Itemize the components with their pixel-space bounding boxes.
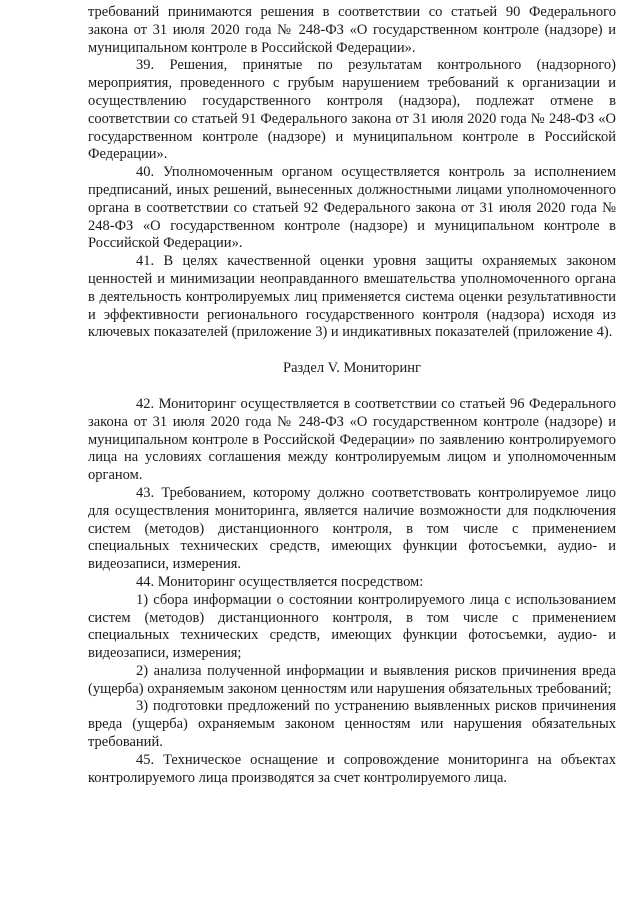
paragraph-44-item-3: 3) подготовки предложений по устранению выявленных рисков причинения вреда (ущерба) охраняемым законом ценностям или нарушения обязательных требований. [88, 698, 616, 751]
paragraph-40: 40. Уполномоченным органом осуществляется контроль за исполнением предписаний, иных решений, вынесенных должностными лицами уполномоченного органа в соответствии со статьей 92 Федерального закона от 31 июля 2020 года № 248-ФЗ «О государственном контроле (надзоре) и муниципальном контроле в Российской Федерации». [88, 164, 616, 252]
paragraph-41: 41. В целях качественной оценки уровня защиты охраняемых законом ценностей и минимизации неоправданного вмешательства уполномоченного органа в деятельность контролируемых лиц применяется система оценки результативности и эффективности регионального государственного контроля (надзора) исходя из ключевых показателей (приложение 3) и индикативных показателей (приложение 4). [88, 253, 616, 341]
paragraph-44-item-2: 2) анализа полученной информации и выявления рисков причинения вреда (ущерба) охраняемым законом ценностям или нарушения обязательных требований; [88, 662, 616, 697]
spacer [88, 378, 616, 396]
paragraph-45: 45. Техническое оснащение и сопровождение мониторинга на объектах контролируемого лица производятся за счет контролируемого лица. [88, 751, 616, 786]
paragraph-44-item-1: 1) сбора информации о состоянии контролируемого лица с использованием систем (методов) дистанционного контроля, в том числе с применением специальных технических средств, имеющих функции фотосъемки, аудио- и видеозаписи, измерения; [88, 591, 616, 662]
paragraph-44: 44. Мониторинг осуществляется посредством: [136, 573, 424, 590]
spacer [88, 342, 616, 360]
section-heading: Раздел V. Мониторинг [283, 360, 421, 377]
paragraph-39: 39. Решения, принятые по результатам контрольного (надзорного) мероприятия, проведенного с грубым нарушением требований к организации и осуществлению государственного контроля (надзора), подлежат отмене в соответствии со статьей 91 Федерального закона от 31 июля 2020 года № 248-ФЗ «О государственном контроле (надзоре) и муниципальном контроле в Российской Федерации». [88, 57, 616, 163]
paragraph-43: 43. Требованием, которому должно соответствовать контролируемое лицо для осуществления мониторинга, является наличие возможности для подключения систем (методов) дистанционного контроля, в том числе с применением специальных технических средств, имеющих функции фотосъемки, аудио- и видеозаписи, измерения. [88, 484, 616, 573]
document-page [88, 4, 616, 787]
paragraph-42: 42. Мониторинг осуществляется в соответствии со статьей 96 Федерального закона от 31 июля 2020 года № 248-ФЗ «О государственном контроле (надзоре) и муниципальном контроле в Российской Федерации» по заявлению контролируемого лица на условиях соглашения между контролируемым лицом и уполномоченным органом. [88, 395, 616, 484]
paragraph-38-continuation: требований принимаются решения в соответствии со статьей 90 Федерального закона от 31 июля 2020 года № 248-ФЗ «О государственном контроле (надзоре) и муниципальном контроле в Российской Федерации». [88, 4, 616, 56]
